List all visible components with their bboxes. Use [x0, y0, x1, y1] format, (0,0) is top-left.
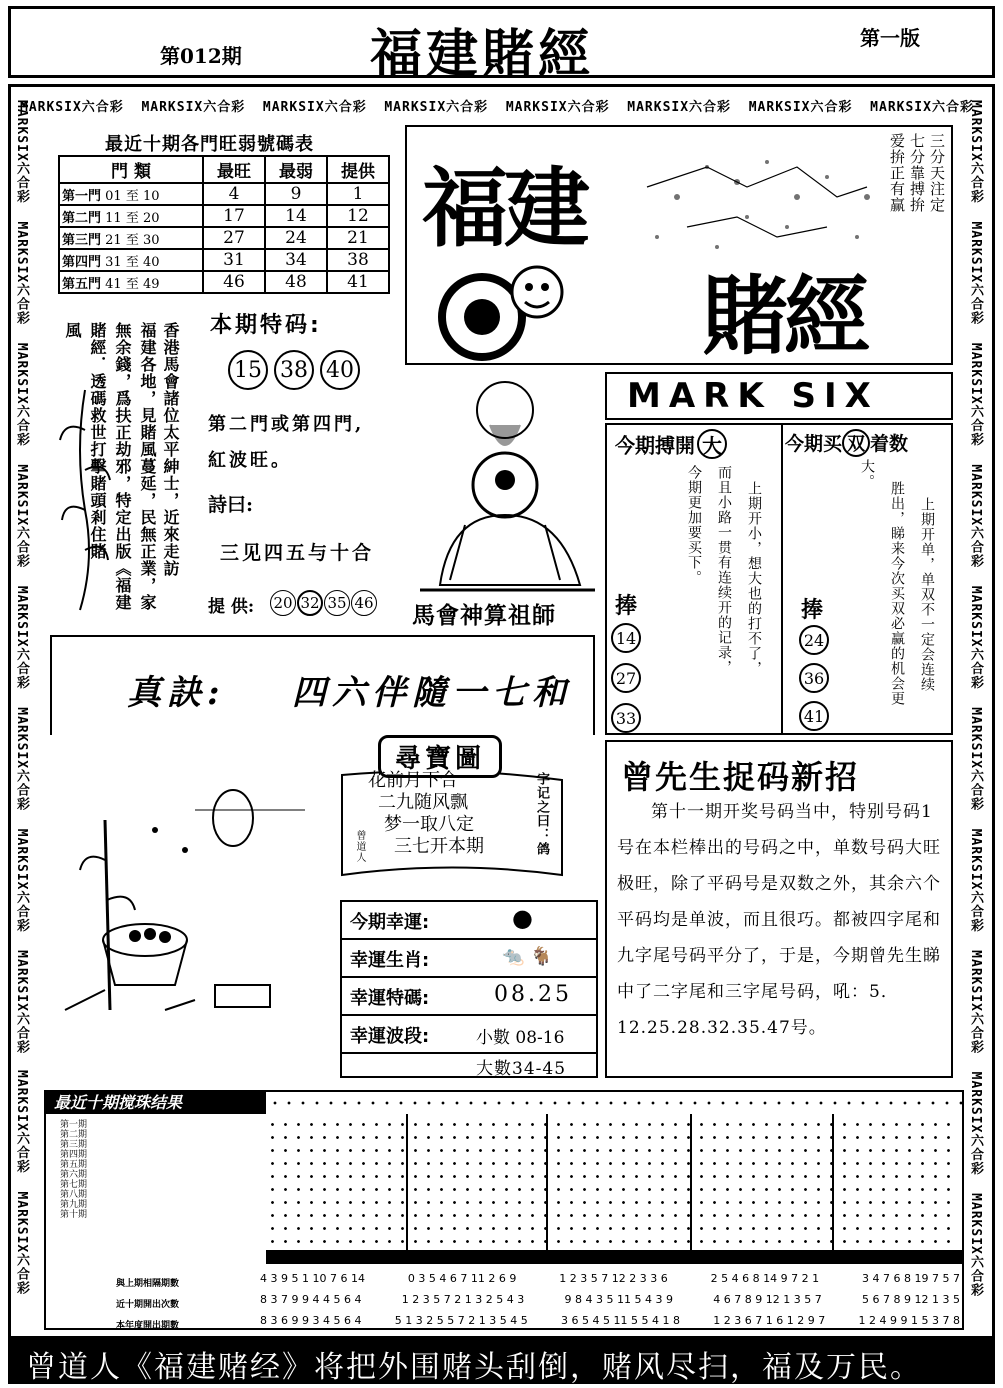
provide-number: 46 — [351, 590, 377, 616]
gate-give: 12 — [327, 205, 389, 227]
poem-text: 三见四五与十合 — [220, 542, 375, 564]
gate-give: 38 — [327, 249, 389, 271]
table-row — [59, 249, 389, 271]
basket-illustration — [45, 740, 325, 1040]
true-secret-box — [50, 635, 595, 735]
gate-from: 31 — [105, 254, 122, 270]
header-min: 最弱 — [265, 156, 327, 183]
table-title: 最近十期各門旺弱號碼表 — [105, 134, 314, 155]
gate-to-label: 至 — [125, 276, 139, 292]
gate-table — [58, 155, 390, 294]
poem-label: 詩曰: — [208, 494, 254, 516]
big-small-body-2: 而且小路一贯有连续开的记录， — [716, 465, 732, 675]
results-number-band — [266, 1250, 962, 1264]
gate-from: 21 — [105, 232, 122, 248]
left-text-col3: 無余錢，爲扶正劫邪，特定出版《福建 — [113, 322, 132, 611]
results-title: 最近十期搅珠结果 — [46, 1092, 266, 1114]
luck-box — [340, 900, 598, 1078]
odd-even-body-2: 胜出，睇来今次买双必赢的机会更 — [889, 481, 905, 706]
gate-from: 41 — [105, 276, 122, 292]
logo-line1: 福建 — [422, 158, 586, 259]
gate-from: 11 — [105, 210, 122, 226]
page-title: 福建賭經 — [370, 24, 595, 85]
big-small-title-pre: 今期搏開 — [615, 433, 695, 458]
header-gate: 門 類 — [59, 156, 203, 183]
left-text-col5: 香港馬會諸位太平紳士，近來走訪 — [161, 322, 180, 577]
gate-min: 14 — [265, 205, 327, 227]
results-divider — [406, 1114, 408, 1250]
left-text-col2: 賭經．透碼救世打擊賭頭剎住賭 — [88, 322, 107, 560]
gate-max: 17 — [203, 205, 265, 227]
results-top-dots — [268, 1096, 962, 1110]
gate-max: 27 — [203, 227, 265, 249]
table-header-row — [59, 156, 389, 183]
master-figure-illustration — [410, 365, 600, 595]
gate-name: 第四門 — [62, 254, 102, 270]
special-number: 38 — [274, 350, 314, 390]
big-small-title — [615, 429, 727, 459]
even-char: 双 — [842, 429, 870, 457]
logo-box — [405, 125, 953, 365]
provide-number: 32 — [297, 590, 323, 616]
luck-zodiac: 🐀 🐐 — [502, 946, 553, 967]
result-row-label: 第五期 — [60, 1160, 88, 1170]
results-box — [44, 1090, 964, 1330]
gate-max: 46 — [203, 271, 265, 293]
result-row-label: 第四期 — [60, 1150, 88, 1160]
result-row-label: 第六期 — [60, 1170, 88, 1180]
odd-even-title-pre: 今期买 — [785, 433, 843, 455]
luck-special-code: 08.25 — [494, 982, 572, 1007]
header-max: 最旺 — [203, 156, 265, 183]
right-marksix-strip: MARKSIX六合彩 MARKSIX六合彩 MARKSIX六合彩 MARKSIX六合彩 MARKSIX六合彩 MARKSIX六合彩 MARKSIX六合彩 MARKSIX六合彩 MARKSIX六合彩 MARKSIX六合彩 — [968, 100, 983, 1297]
gate-name: 第一門 — [62, 188, 102, 204]
luck-wave: 小數 08-16 — [476, 1028, 565, 1048]
odd-even-body-3: 大。 — [859, 459, 875, 489]
results-dot-grid — [266, 1118, 960, 1246]
gate-name: 第五門 — [62, 276, 102, 292]
odd-even-number: 24 — [799, 625, 829, 655]
gate-min: 48 — [265, 271, 327, 293]
left-text-col4: 福建各地，見賭風蔓延，民無正業，家 — [138, 322, 157, 611]
treasure-title: 尋寶圖 — [378, 735, 502, 778]
odd-even-number: 41 — [799, 701, 829, 731]
header-give: 提供 — [327, 156, 389, 183]
wave-hint: 紅波旺。 — [208, 450, 292, 471]
treasure-stamp: 曾道人 — [354, 830, 365, 863]
stats-label: 近十期開出次數 — [116, 1300, 180, 1310]
gate-to: 30 — [143, 232, 160, 248]
luck-label: 幸運波段: — [350, 1026, 430, 1047]
stats-row: 4 3 9 5 1 10 7 6 14 0 3 5 4 6 7 11 2 6 9 1 2 3 5 7 12 2 3 3 6 2 5 4 6 8 14 9 7 2 1 3 4 7 6 8 19 7 5 7 — [260, 1272, 960, 1285]
odd-even-body-1: 上期开单，单双不一定会连续 — [919, 497, 935, 692]
gate-to: 10 — [143, 188, 160, 204]
big-small-body-1: 上期开小，想大也的打不了， — [746, 481, 762, 676]
table-row — [59, 227, 389, 249]
left-marksix-strip: MARKSIX六合彩 MARKSIX六合彩 MARKSIX六合彩 MARKSIX六合彩 MARKSIX六合彩 MARKSIX六合彩 MARKSIX六合彩 MARKSIX六合彩 — [14, 100, 29, 1054]
big-char: 大 — [697, 429, 727, 459]
gate-to-label: 至 — [125, 232, 139, 248]
stats-row: 8 3 6 9 9 3 4 5 6 4 5 1 3 2 5 5 7 2 1 3 5 4 5 3 6 5 4 5 11 5 5 4 1 8 1 2 3 6 7 1 6 1 2 9 7 1 2 4 9 9 1 5 3 7 8 — [260, 1314, 960, 1327]
odd-even-peng: 捧 — [801, 597, 824, 623]
gate-to: 40 — [143, 254, 160, 270]
treasure-side-note: 字记之曰：鸽 — [534, 772, 549, 856]
gate-to: 49 — [143, 276, 160, 292]
top-marksix-strip: MARKSIX六合彩 MARKSIX六合彩 MARKSIX六合彩 MARKSIX六合彩 MARKSIX六合彩 MARKSIX六合彩 MARKSIX六合彩 MARKSIX六合彩 — [20, 100, 974, 115]
master-caption: 馬會神算祖師 — [412, 602, 556, 629]
big-small-number: 14 — [611, 623, 641, 653]
luck-extra: 大數34-45 — [476, 1059, 567, 1079]
plant-illustration — [60, 390, 110, 610]
result-row-label: 第二期 — [60, 1130, 88, 1140]
issue-number: 第012期 — [160, 44, 242, 68]
zeng-body: 第十一期开奖号码当中，特别号码1号在本栏棒出的号码之中，单数号码大旺极旺，除了平码号是双数之外，其余六个平码均是单波，而且很巧。都被四字尾和九字尾号码平分了，于是，今期曾先生睇中了二字尾和三字尾号码，吼：5．12.25.28.32.35.47号。 — [617, 802, 941, 1038]
odd-even-box — [781, 423, 953, 735]
gate-to: 20 — [143, 210, 160, 226]
luck-label: 今期幸運: — [350, 912, 430, 933]
stats-label: 本年度開出期數 — [116, 1321, 180, 1331]
treasure-poem-line: 二九随风飘 — [378, 792, 468, 813]
gate-min: 34 — [265, 249, 327, 271]
provide-label: 提 供: — [208, 597, 255, 617]
gate-name: 第三門 — [62, 232, 102, 248]
mark-six-title: MARK SIX — [627, 376, 879, 416]
treasure-poem — [368, 770, 484, 858]
result-row-label: 第八期 — [60, 1190, 88, 1200]
table-row — [59, 271, 389, 293]
results-divider — [832, 1114, 834, 1250]
special-number: 40 — [320, 350, 360, 390]
luck-row — [342, 1016, 596, 1054]
big-small-body-3: 今期更加要买下。 — [686, 465, 702, 585]
results-row-labels — [60, 1120, 87, 1220]
zeng-title: 曾先生捉码新招 — [621, 758, 860, 796]
slogan-col3: 爱拚正有赢 — [888, 133, 906, 213]
special-code-numbers — [228, 350, 360, 390]
result-row-label: 第三期 — [60, 1140, 88, 1150]
slogan-col2: 七分靠搏拚 — [908, 133, 926, 213]
gate-give: 21 — [327, 227, 389, 249]
true-secret-text: 四六伴隨一七和 — [292, 673, 572, 713]
special-number: 15 — [228, 350, 268, 390]
gate-give: 1 — [327, 183, 389, 205]
gate-to-label: 至 — [125, 188, 139, 204]
results-divider — [690, 1114, 692, 1250]
result-row-label: 第一期 — [60, 1120, 88, 1130]
treasure-poem-line: 三七开本期 — [394, 836, 484, 857]
provide-number: 20 — [270, 590, 296, 616]
mark-six-banner — [605, 372, 953, 420]
odd-even-title-post: 着数 — [870, 433, 909, 455]
luck-row — [342, 978, 596, 1016]
table-row — [59, 183, 389, 205]
left-text-col1: 風 — [63, 322, 82, 339]
result-row-label: 第九期 — [60, 1200, 88, 1210]
gate-max: 4 — [203, 183, 265, 205]
gate-from: 01 — [105, 188, 122, 204]
gate-min: 9 — [265, 183, 327, 205]
luck-label: 幸運特碼: — [350, 988, 430, 1009]
stats-row: 8 3 7 9 9 4 4 5 6 4 1 2 3 5 7 2 1 3 2 5 4 3 9 8 4 3 5 11 5 4 3 9 4 6 7 8 9 12 1 3 5 7 5 6 7 8 9 12 1 3 5 — [260, 1293, 960, 1306]
gate-to-label: 至 — [125, 210, 139, 226]
luck-row — [342, 940, 596, 978]
gate-give: 41 — [327, 271, 389, 293]
results-divider — [546, 1114, 548, 1250]
true-secret-label: 真訣: — [127, 673, 226, 713]
special-code-label: 本期特码: — [210, 313, 322, 338]
odd-even-number: 36 — [799, 663, 829, 693]
treasure-poem-line: 梦一取八定 — [384, 814, 474, 835]
left-lower-marksix-strip: MARKSIX六合彩 MARKSIX六合彩 — [14, 1070, 29, 1296]
logo-line2: 賭經 — [702, 266, 866, 367]
luck-row — [342, 902, 596, 940]
stats-label: 與上期相隔期數 — [116, 1279, 180, 1289]
luck-label: 幸運生肖: — [350, 950, 430, 971]
gate-to-label: 至 — [125, 254, 139, 270]
gate-name: 第二門 — [62, 210, 102, 226]
result-row-label: 第十期 — [60, 1210, 88, 1220]
footer-text: 曾道人《福建赌经》将把外围赌头刮倒，赌风尽扫，福及万民。 — [26, 1350, 922, 1385]
big-small-box — [605, 423, 783, 735]
result-row-label: 第七期 — [60, 1180, 88, 1190]
treasure-poem-line: 花前月下合 — [368, 770, 458, 791]
provide-numbers — [270, 590, 377, 616]
edition-label: 第一版 — [860, 26, 920, 50]
big-small-number: 27 — [611, 663, 641, 693]
big-small-peng: 捧 — [615, 593, 638, 619]
gate-max: 31 — [203, 249, 265, 271]
gate-min: 24 — [265, 227, 327, 249]
big-small-number: 33 — [611, 703, 641, 733]
slogan-col1: 三分天注定 — [928, 133, 946, 213]
odd-even-title — [785, 429, 908, 457]
table-row — [59, 205, 389, 227]
gate-hint: 第二門或第四門, — [208, 414, 365, 435]
luck-value-dot-icon: ● — [512, 904, 533, 932]
zeng-box — [605, 740, 953, 1078]
provide-number: 35 — [324, 590, 350, 616]
